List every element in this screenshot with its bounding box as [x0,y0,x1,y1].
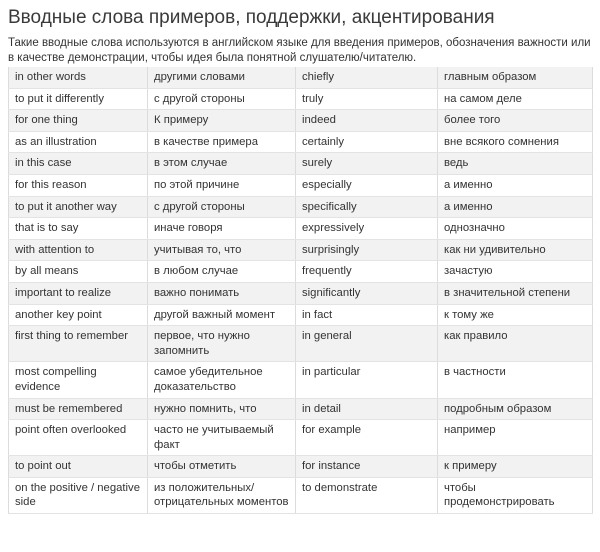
vocabulary-table-body [9,67,593,514]
english-phrase-cell: to point out [9,456,148,478]
table-row [9,110,593,132]
table-row [9,67,593,88]
russian-word-cell: более того [438,110,593,132]
russian-translation-cell: в этом случае [148,153,296,175]
english-word-cell: in fact [296,304,438,326]
table-row [9,153,593,175]
russian-word-cell: зачастую [438,261,593,283]
english-word-cell: surprisingly [296,239,438,261]
table-row [9,282,593,304]
english-word-cell: in detail [296,398,438,420]
russian-translation-cell: чтобы отметить [148,456,296,478]
english-word-cell: in particular [296,362,438,398]
english-word-cell: expressively [296,218,438,240]
russian-word-cell: в значительной степени [438,282,593,304]
english-phrase-cell: most compelling evidence [9,362,148,398]
table-row [9,88,593,110]
table-row [9,196,593,218]
table-row [9,420,593,456]
english-phrase-cell: first thing to remember [9,326,148,362]
english-phrase-cell: another key point [9,304,148,326]
table-row [9,398,593,420]
english-phrase-cell: in other words [9,67,148,88]
russian-word-cell: к тому же [438,304,593,326]
russian-translation-cell: из положительных/ отрицательных моментов [148,477,296,513]
russian-translation-cell: самое убедительное доказательство [148,362,296,398]
table-row [9,477,593,513]
english-phrase-cell: for this reason [9,174,148,196]
english-word-cell: for example [296,420,438,456]
english-word-cell: chiefly [296,67,438,88]
english-phrase-cell: important to realize [9,282,148,304]
russian-translation-cell: иначе говоря [148,218,296,240]
english-word-cell: truly [296,88,438,110]
page-title: Вводные слова примеров, поддержки, акцентирования [8,7,495,28]
russian-word-cell: например [438,420,593,456]
english-phrase-cell: as an illustration [9,131,148,153]
russian-translation-cell: первое, что нужно запомнить [148,326,296,362]
table-row [9,261,593,283]
russian-translation-cell: учитывая то, что [148,239,296,261]
table-row [9,174,593,196]
english-word-cell: surely [296,153,438,175]
english-word-cell: to demonstrate [296,477,438,513]
table-row [9,304,593,326]
russian-translation-cell: в качестве примера [148,131,296,153]
russian-word-cell: как ни удивительно [438,239,593,261]
russian-word-cell: на самом деле [438,88,593,110]
russian-word-cell: ведь [438,153,593,175]
russian-translation-cell: нужно помнить, что [148,398,296,420]
vocabulary-table [8,67,593,514]
russian-translation-cell: по этой причине [148,174,296,196]
russian-word-cell: вне всякого сомнения [438,131,593,153]
russian-translation-cell: К примеру [148,110,296,132]
english-phrase-cell: to put it differently [9,88,148,110]
english-word-cell: certainly [296,131,438,153]
english-phrase-cell: to put it another way [9,196,148,218]
english-phrase-cell: with attention to [9,239,148,261]
english-word-cell: specifically [296,196,438,218]
english-word-cell: indeed [296,110,438,132]
russian-word-cell: главным образом [438,67,593,88]
english-word-cell: frequently [296,261,438,283]
english-phrase-cell: that is to say [9,218,148,240]
russian-word-cell: к примеру [438,456,593,478]
russian-word-cell: в частности [438,362,593,398]
russian-translation-cell: другой важный момент [148,304,296,326]
english-phrase-cell: for one thing [9,110,148,132]
russian-translation-cell: важно понимать [148,282,296,304]
english-word-cell: in general [296,326,438,362]
english-phrase-cell: on the positive / negative side [9,477,148,513]
russian-translation-cell: другими словами [148,67,296,88]
russian-translation-cell: с другой стороны [148,196,296,218]
table-row [9,218,593,240]
intro-paragraph: Такие вводные слова используются в английском языке для введения примеров, обозначения важности или в качестве демонстрации, чтобы идея была понятной слушателю/читателю. [8,37,591,64]
russian-word-cell: как правило [438,326,593,362]
russian-word-cell: подробным образом [438,398,593,420]
english-phrase-cell: must be remembered [9,398,148,420]
russian-word-cell: а именно [438,196,593,218]
english-word-cell: for instance [296,456,438,478]
english-phrase-cell: point often overlooked [9,420,148,456]
russian-word-cell: чтобы продемонстрировать [438,477,593,513]
table-row [9,239,593,261]
english-word-cell: especially [296,174,438,196]
table-row [9,362,593,398]
russian-translation-cell: в любом случае [148,261,296,283]
english-phrase-cell: by all means [9,261,148,283]
russian-translation-cell: с другой стороны [148,88,296,110]
table-row [9,131,593,153]
russian-translation-cell: часто не учитываемый факт [148,420,296,456]
russian-word-cell: а именно [438,174,593,196]
english-phrase-cell: in this case [9,153,148,175]
english-word-cell: significantly [296,282,438,304]
russian-word-cell: однозначно [438,218,593,240]
table-row [9,326,593,362]
table-row [9,456,593,478]
